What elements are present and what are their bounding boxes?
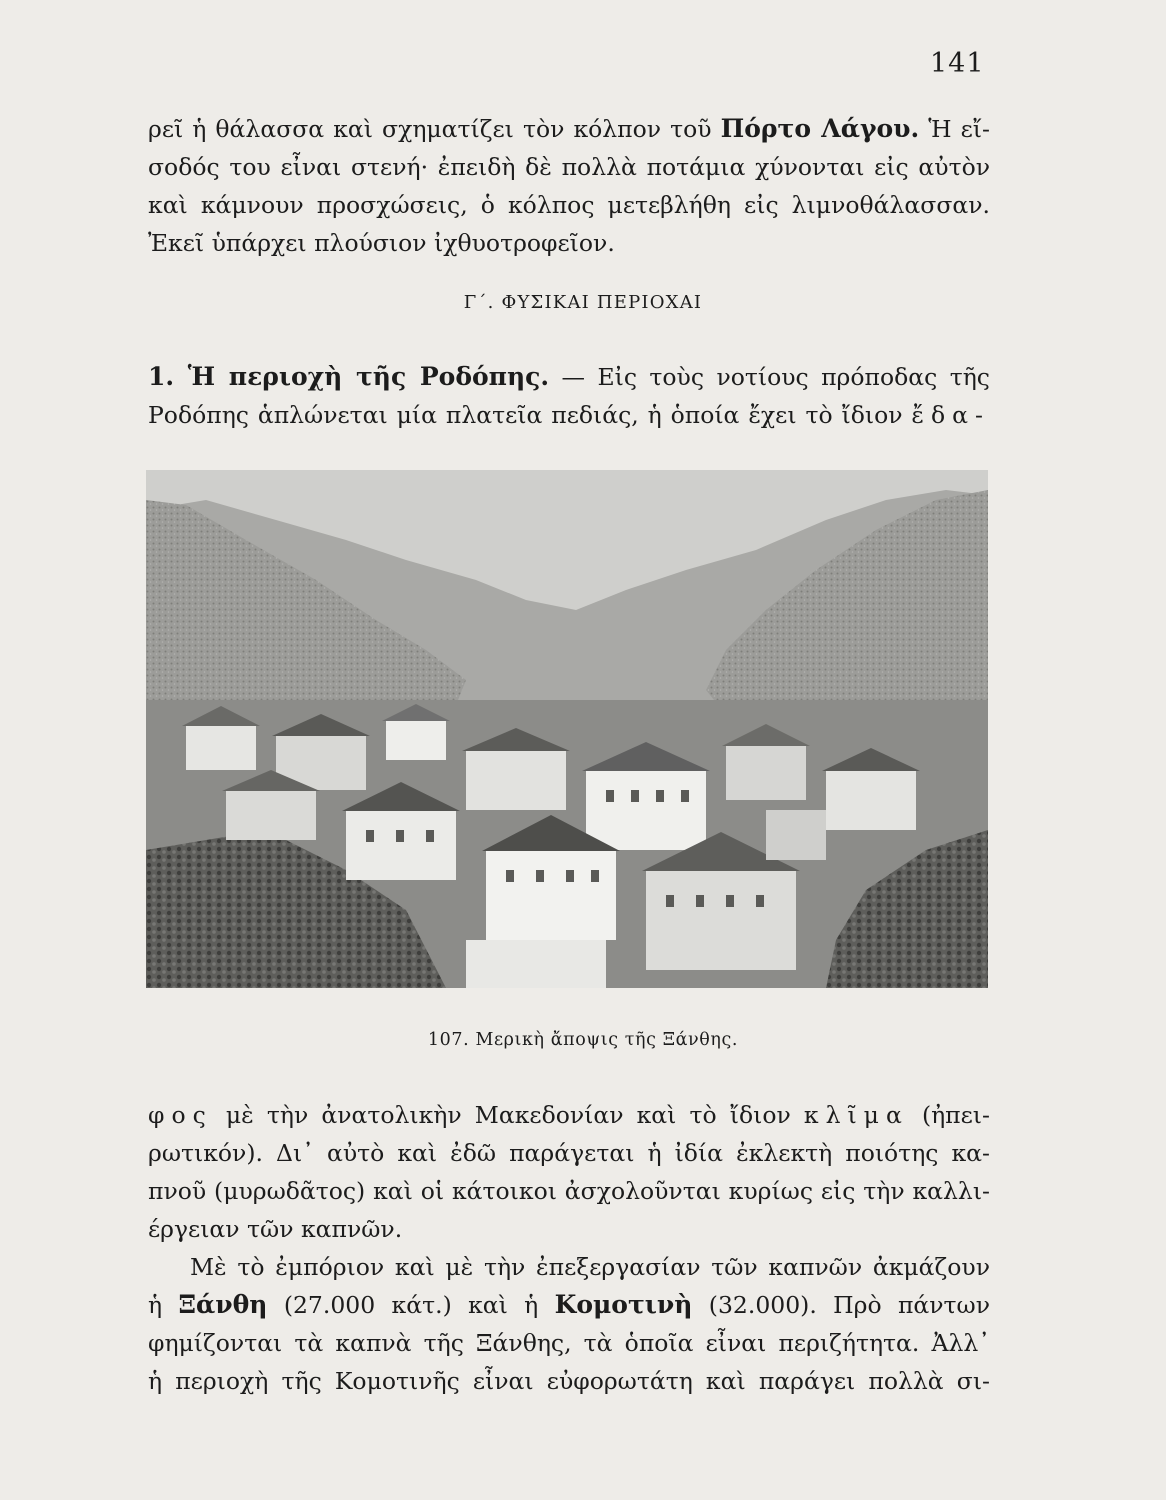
sub1-line-4: ρωτικόν). Δι᾽ αὐτὸ καὶ ἐδῶ παράγεται ἡ ἰδία ἐκλεκτὴ ποιότης κα-	[148, 1139, 990, 1167]
para2-line-2-start: ἡ	[148, 1291, 163, 1319]
section-title: Γ΄. ΦΥΣΙΚΑΙ ΠΕΡΙΟΧΑΙ	[463, 292, 703, 313]
para2-line-3: φημίζονται τὰ καπνὰ τῆς Ξάνθης, τὰ ὁποῖα εἶναι περιζήτητα. Ἀλλ᾽	[148, 1329, 990, 1357]
figure-caption: 107. Μερικὴ ἄποψις τῆς Ξάνθης.	[427, 1030, 739, 1050]
spaced-word-edafos: ἔδα-	[911, 401, 990, 429]
spaced-word-fos: φος	[148, 1101, 213, 1129]
page-number: 141	[930, 48, 985, 79]
sub1-line-2-text: Ροδόπης ἁπλώνεται μία πλατεῖα πεδιάς, ἡ ὁποία ἔχει τὸ ἴδιον	[148, 401, 903, 429]
intro-line-1	[148, 112, 990, 147]
sub1-line-6: έργειαν τῶν καπνῶν.	[148, 1215, 403, 1243]
xanthi-photo	[146, 470, 988, 988]
intro-line-1-end: Ἡ εἴ-	[928, 115, 990, 143]
sub1-heading: 1. Ἡ περιοχὴ τῆς Ροδόπης.	[148, 362, 550, 391]
para2-line-4: ἡ περιοχὴ τῆς Κομοτινῆς εἶναι εὐφορωτάτη καὶ παράγει πολλὰ σι-	[148, 1367, 990, 1395]
intro-line-4: Ἐκεῖ ὑπάρχει πλούσιον ἰχθυοτροφεῖον.	[148, 229, 615, 257]
sub1-line-1-text: — Εἰς τοὺς νοτίους πρόποδας τῆς	[561, 363, 990, 391]
para2-line-2	[148, 1288, 990, 1323]
komotini-term: Κομοτινὴ	[554, 1290, 693, 1319]
sub1-line-1	[148, 360, 990, 395]
para2-line-2-end: (32.000). Πρὸ πάντων	[708, 1291, 990, 1319]
spaced-word-klima: κλῖμα	[803, 1101, 909, 1129]
sub1-line-3	[148, 1098, 990, 1133]
sub1-line-3-end: (ἠπει-	[921, 1101, 990, 1129]
intro-line-3: καὶ κάμνουν προσχώσεις, ὁ κόλπος μετεβλήθη εἰς λιμνοθάλασσαν.	[148, 191, 990, 219]
intro-line-2: σοδός του εἶναι στενή· ἐπειδὴ δὲ πολλὰ ποτάμια χύνονται εἰς αὐτὸν	[148, 153, 990, 181]
para2-line-2-mid: (27.000 κάτ.) καὶ ἡ	[283, 1291, 539, 1319]
sub1-line-2	[148, 398, 990, 433]
sub1-line-5: πνοῦ (μυρωδᾶτος) καὶ οἱ κάτοικοι ἀσχολοῦνται κυρίως εἰς τὴν καλλι-	[148, 1177, 990, 1205]
sub1-line-3-text: μὲ τὴν ἀνατολικὴν Μακεδονίαν καὶ τὸ ἴδιον	[225, 1101, 791, 1129]
xanthi-term: Ξάνθη	[178, 1290, 268, 1319]
porto-lagou-term: Πόρτο Λάγου.	[720, 114, 920, 143]
intro-line-1-text: ρεῖ ἡ θάλασσα καὶ σχηματίζει τὸν κόλπον τοῦ	[148, 115, 712, 143]
xanthi-photo-drawing	[146, 470, 988, 988]
para2-line-1: Μὲ τὸ ἐμπόριον καὶ μὲ τὴν ἐπεξεργασίαν τῶν καπνῶν ἀκμάζουν	[190, 1253, 990, 1281]
